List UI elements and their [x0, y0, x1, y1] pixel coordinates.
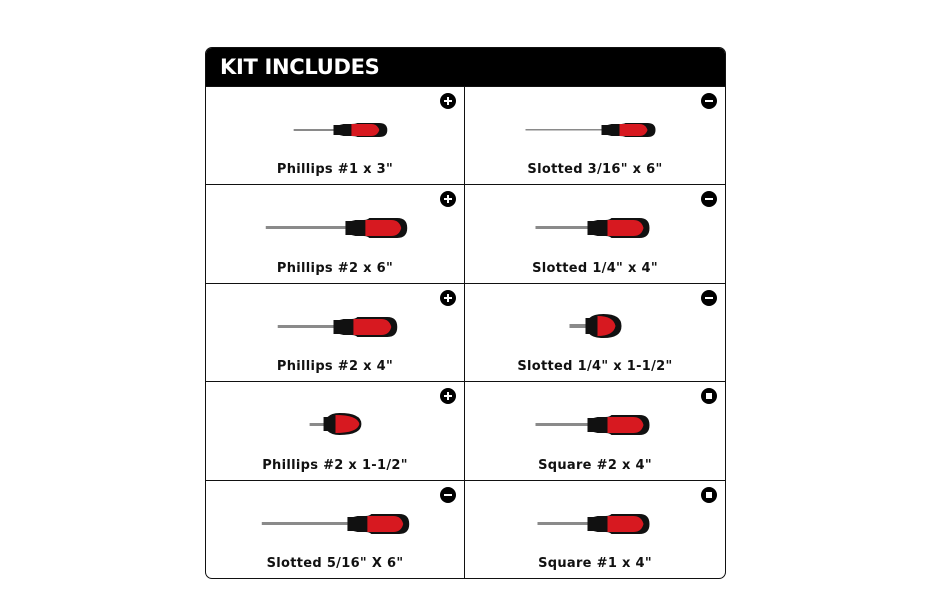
kit-item-square-1x4 [465, 480, 725, 578]
screwdriver-image [465, 213, 725, 243]
minus-icon [701, 93, 717, 109]
kit-item-slotted-3-16x6 [465, 86, 725, 184]
kit-item-slotted-5-16x6 [206, 480, 465, 578]
kit-header [206, 48, 725, 86]
kit-includes-panel [205, 47, 726, 579]
screwdriver-image [465, 509, 725, 539]
screwdriver-image [465, 312, 725, 342]
kit-grid [206, 86, 725, 578]
kit-item-phillips-1x3 [206, 86, 465, 184]
kit-item-phillips-2x6 [206, 184, 465, 282]
kit-item-label: Phillips #2 x 6" [276, 260, 394, 276]
kit-item-label: Slotted 3/16" x 6" [527, 162, 663, 178]
kit-item-label: Square #2 x 4" [538, 457, 652, 473]
kit-item-label: Phillips #1 x 3" [276, 162, 394, 178]
screwdriver-image [206, 115, 464, 145]
screwdriver-image [206, 509, 464, 539]
plus-icon [440, 290, 456, 306]
kit-item-phillips-2x4 [206, 283, 465, 381]
screwdriver-image [206, 410, 464, 440]
screwdriver-image [465, 115, 725, 145]
minus-icon [701, 191, 717, 207]
screwdriver-image [206, 213, 464, 243]
kit-item-label: Slotted 1/4" x 4" [532, 260, 658, 276]
kit-item-slotted-1-4x4 [465, 184, 725, 282]
kit-title: KIT INCLUDES [220, 55, 380, 79]
plus-icon [440, 388, 456, 404]
kit-item-label: Phillips #2 x 4" [276, 359, 394, 375]
kit-item-label: Square #1 x 4" [538, 556, 652, 571]
kit-item-slotted-1-4x1-1-2 [465, 283, 725, 381]
kit-item-square-2x4 [465, 381, 725, 479]
square-icon [701, 388, 717, 404]
screwdriver-image [465, 410, 725, 440]
screwdriver-image [206, 312, 464, 342]
square-icon [701, 487, 717, 503]
minus-icon [701, 290, 717, 306]
kit-item-label: Slotted 5/16" X 6" [266, 556, 404, 571]
kit-item-label: Slotted 1/4" x 1-1/2" [517, 359, 673, 375]
minus-icon [440, 487, 456, 503]
plus-icon [440, 191, 456, 207]
plus-icon [440, 93, 456, 109]
kit-item-label: Phillips #2 x 1-1/2" [262, 457, 408, 473]
kit-item-phillips-2x1-1-2 [206, 381, 465, 479]
